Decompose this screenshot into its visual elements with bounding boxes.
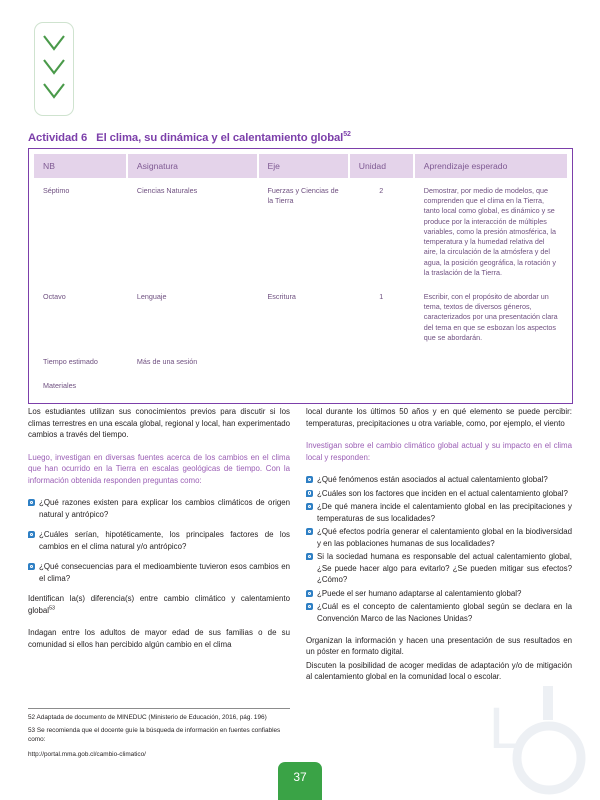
label-tiempo-estimado: Tiempo estimado [34, 351, 126, 373]
list-item [306, 474, 572, 486]
question-bullet-icon [28, 563, 35, 570]
paragraph-research: Luego, investigan en diversas fuentes acerca de los cambios en el clima que han ocurrido en la Tierra en escalas geológicas de tiempo. Con la información obtenida responden preguntas como: [28, 452, 290, 485]
list-item [306, 501, 572, 524]
svg-text:L: L [489, 696, 522, 761]
list-item [28, 561, 290, 584]
cell-unidad: 1 [350, 286, 413, 349]
right-text-column [306, 406, 572, 694]
column-header-asignatura: Asignatura [128, 154, 257, 178]
list-item [306, 601, 572, 624]
question-text: ¿Cuáles son los factores que inciden en el actual calentamiento global? [317, 488, 568, 498]
paragraph-survey: Indagan entre los adultos de mayor edad de sus familias o de su comunidad si ellos han percibido algún cambio en el clima [28, 628, 290, 649]
cell-aprendizaje: Escribir, con el propósito de abordar un tema, textos de diversos géneros, caracterizados por una presentación clara del tema en que se esbozan los aspectos que se abordarán. [415, 286, 567, 349]
paragraph-identify [28, 593, 290, 616]
triple-chevron-down-icon [41, 30, 67, 108]
activity-title [28, 131, 351, 144]
cell-unidad: 2 [350, 180, 413, 284]
column-header-nb: NB [34, 154, 126, 178]
question-text: Si la sociedad humana es responsable del actual calentamiento global, ¿Se puede hacer algo para evitarlo? ¿Se pueden mitigar sus efectos? ¿Cómo? [317, 552, 572, 585]
label-materiales: Materiales [34, 375, 126, 397]
question-text: ¿Cuál es el concepto de calentamiento global según se declara en la Convención Marco de las Naciones Unidas? [317, 602, 572, 623]
column-header-eje: Eje [259, 154, 348, 178]
question-bullet-icon [306, 528, 313, 535]
question-bullet-icon [306, 553, 313, 560]
cell-aprendizaje: Demostrar, por medio de modelos, que comprenden que el clima en la Tierra, tanto local como global, es dinámico y se produce por la interacción de múltiples variables, como la presión atmosférica, la temperatura y la humedad relativa del aire, la circulación de la atmósfera y del agua, la posición geográfica, la rotación y la traslación de la Tierra. [415, 180, 567, 284]
paragraph-organize: Organizan la información y hacen una presentación de sus resultados en un póster en formato digital. [306, 635, 572, 657]
left-text-column [28, 406, 290, 662]
value-tiempo-estimado: Más de una sesión [128, 351, 567, 373]
cell-eje: Fuerzas y Ciencias de la Tierra [259, 180, 348, 284]
cell-eje: Escritura [259, 286, 348, 349]
cell-asignatura: Lenguaje [128, 286, 257, 349]
watermark-logo [487, 686, 595, 798]
column-header-unidad: Unidad [350, 154, 413, 178]
table-row-materiales [34, 375, 567, 397]
list-item [28, 529, 290, 552]
question-bullet-icon [28, 499, 35, 506]
table-header-row [34, 154, 567, 178]
footnote-url[interactable]: http://portal.mma.gob.cl/cambio-climatico/ [28, 750, 146, 758]
question-text: ¿Cuáles serían, hipotéticamente, los principales factores de los cambios en el clima natural y/o antrópico? [39, 530, 290, 551]
list-item [306, 526, 572, 549]
list-item [306, 588, 572, 600]
question-bullet-icon [306, 590, 313, 597]
page-number-badge: 37 [278, 762, 322, 800]
paragraph-survey-continued: local durante los últimos 50 años y en qué elemento se puede percibir: temperaturas, precipitaciones u otra variable, como, por ejemplo, el viento [306, 407, 572, 428]
list-item [306, 488, 572, 500]
table-row-tiempo [34, 351, 567, 373]
paragraph-discuss: Discuten la posibilidad de acoger medidas de adaptación y/o de mitigación al calentamiento global en la comunidad local o escolar. [306, 660, 572, 682]
table-row [34, 286, 567, 349]
question-text: ¿Qué consecuencias para el medioambiente tuvieron esos cambios en el clima? [39, 562, 290, 583]
question-text: ¿Puede el ser humano adaptarse al calentamiento global? [317, 588, 522, 598]
question-text: ¿Qué efectos podría generar el calentamiento global en la biodiversidad y en las poblaciones humanas de sus localidades? [317, 527, 572, 548]
question-bullet-icon [306, 476, 313, 483]
footnotes-section [28, 708, 290, 764]
cell-nb: Séptimo [34, 180, 126, 284]
cell-asignatura: Ciencias Naturales [128, 180, 257, 284]
list-item [28, 497, 290, 520]
question-bullet-icon [306, 603, 313, 610]
question-text: ¿De qué manera incide el calentamiento global en las precipitaciones y temperaturas de sus localidades? [317, 502, 572, 523]
footnote-53: 53 Se recomienda que el docente guíe la búsqueda de información en fuentes confiables como: [28, 726, 281, 743]
paragraph-research-global: Investigan sobre el cambio climático global actual y su impacto en el clima local y responden: [306, 441, 572, 462]
column-header-aprendizaje: Aprendizaje esperado [415, 154, 567, 178]
activity-table [28, 148, 573, 404]
activity-label: Actividad 6 [28, 131, 88, 144]
identify-footnote-marker: 53 [49, 605, 56, 612]
table-row [34, 180, 567, 284]
identify-text: Identifican la(s) diferencia(s) entre cambio climático y calentamiento global [28, 594, 290, 615]
chevron-decoration-box [34, 22, 74, 116]
value-materiales [128, 375, 567, 397]
activity-footnote-marker: 52 [343, 131, 351, 138]
question-bullet-icon [306, 503, 313, 510]
paragraph-intro: Los estudiantes utilizan sus conocimientos previos para discutir si los climas terrestres en una escala global, regional y local, han experimentado cambios a través del tiempo. [28, 407, 290, 440]
question-text: ¿Qué razones existen para explicar los cambios climáticos de origen natural y antrópico? [39, 498, 290, 519]
cell-nb: Octavo [34, 286, 126, 349]
question-bullet-icon [306, 490, 313, 497]
question-text: ¿Qué fenómenos están asociados al actual calentamiento global? [317, 475, 548, 485]
list-item [306, 551, 572, 586]
footnote-52: 52 Adaptada de documento de MINEDUC (Ministerio de Educación, 2016, pág. 196) [28, 714, 267, 721]
activity-title-text: El clima, su dinámica y el calentamiento global [96, 131, 344, 144]
question-bullet-icon [28, 531, 35, 538]
